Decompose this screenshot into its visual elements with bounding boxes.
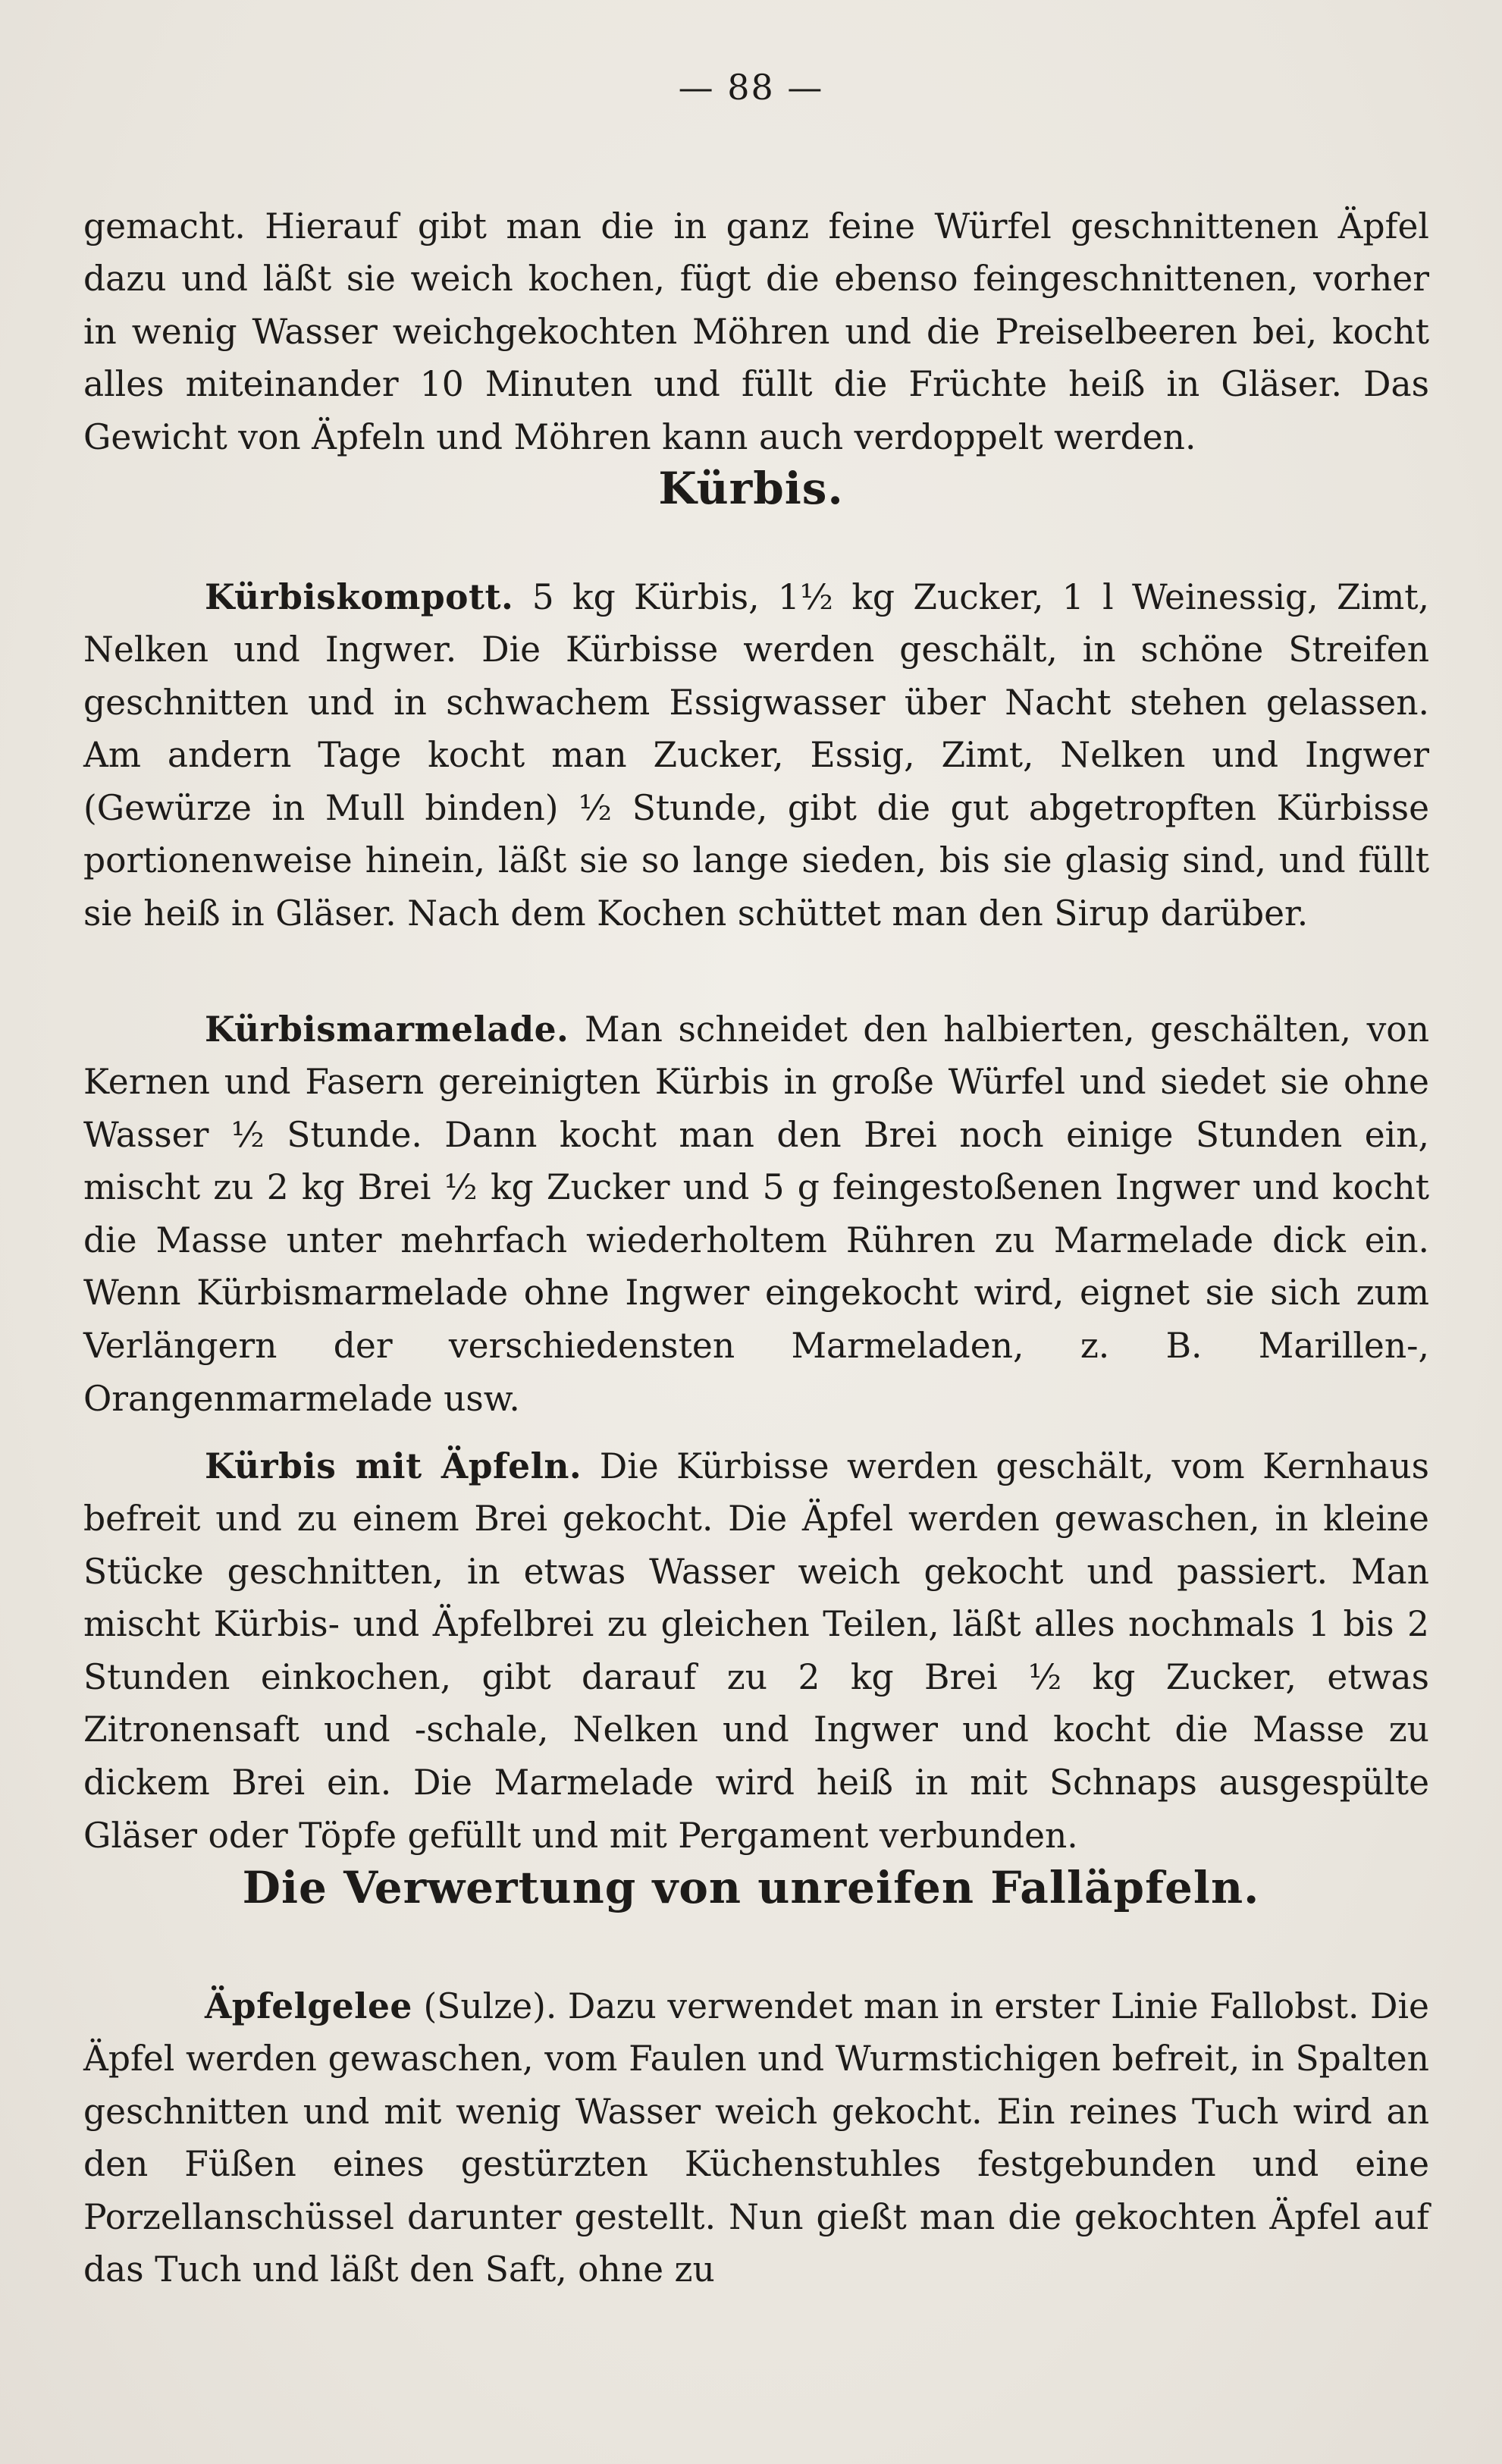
paragraph-kuerbis-mit-aepfeln	[83, 1440, 1429, 1863]
recipe-text-kuerbiskompott: 5 kg Kürbis, 1½ kg Zucker, 1 l Weinessig, Zimt, Nelken und Ingwer. Die Kürbisse werden geschält, in schöne Streifen geschnitten und in schwachem Essigwasser über Nacht stehen gelassen. Am andern Tage kocht man Zucker, Essig, Zimt, Nelken und Ingwer (Gewürze in Mull binden) ½ Stunde, gibt die gut abgetropften Kürbisse portionenweise hinein, läßt sie so lange sieden, bis sie glasig sind, und füllt sie heiß in Gläser. Nach dem Kochen schüttet man den Sirup darüber.	[83, 576, 1429, 934]
section-heading-kuerbis: Kürbis.	[658, 463, 844, 514]
recipe-title-kuerbis-mit-aepfeln: Kürbis mit Äpfeln.	[205, 1445, 582, 1486]
paragraph-kuerbismarmelade	[83, 1003, 1429, 1426]
recipe-text-kuerbis-mit-aepfeln: Die Kürbisse werden geschält, vom Kernhaus befreit und zu einem Brei gekocht. Die Äpfel werden gewaschen, in kleine Stücke geschnitten, in etwas Wasser weich gekocht und passiert. Man mischt Kürbis- und Äpfelbrei zu gleichen Teilen, läßt alles nochmals 1 bis 2 Stunden einkochen, gibt darauf zu 2 kg Brei ½ kg Zucker, etwas Zitronensaft und -schale, Nelken und Ingwer und kocht die Masse zu dickem Brei ein. Die Marmelade wird heiß in mit Schnaps ausgespülte Gläser oder Töpfe gefüllt und mit Pergament verbunden.	[83, 1445, 1429, 1856]
paragraph-aepfelgelee	[83, 1980, 1429, 2297]
recipe-title-kuerbiskompott: Kürbiskompott.	[205, 576, 514, 617]
recipe-title-kuerbismarmelade: Kürbismarmelade.	[205, 1008, 569, 1050]
paragraph-kuerbiskompott	[83, 571, 1429, 940]
section-heading-fallaepfel: Die Verwertung von unreifen Falläpfeln.	[242, 1862, 1260, 1913]
recipe-title-aepfelgelee: Äpfelgelee	[205, 1985, 412, 2026]
recipe-text-kuerbismarmelade: Man schneidet den halbierten, geschälten, von Kernen und Fasern gereinigten Kürbis in große Würfel und siedet sie ohne Wasser ½ Stunde. Dann kocht man den Brei noch einige Stunden ein, mischt zu 2 kg Brei ½ kg Zucker und 5 g feingestoßenen Ingwer und kocht die Masse unter mehrfach wiederholtem Rühren zu Marmelade dick ein. Wenn Kürbismarmelade ohne Ingwer eingekocht wird, eignet sie sich zum Verlängern der verschiedensten Marmeladen, z. B. Marillen-, Orangenmarmelade usw.	[83, 1009, 1429, 1419]
recipe-text-aepfelgelee: (Sulze). Dazu verwendet man in erster Linie Fallobst. Die Äpfel werden gewaschen, vom Faulen und Wurmstichigen befreit, in Spalten geschnitten und mit wenig Wasser weich gekocht. Ein reines Tuch wird an den Füßen eines gestürzten Küchenstuhles festgebunden und eine Porzellanschüssel darunter gestellt. Nun gießt man die gekochten Äpfel auf das Tuch und läßt den Saft, ohne zu	[83, 1985, 1429, 2290]
paragraph-intro: gemacht. Hierauf gibt man die in ganz feine Würfel geschnittenen Äpfel dazu und läßt sie weich kochen, fügt die ebenso feingeschnittenen, vorher in wenig Wasser weichgekochten Möhren und die Preiselbeeren bei, kocht alles miteinander 10 Minuten und füllt die Früchte heiß in Gläser. Das Gewicht von Äpfeln und Möhren kann auch verdoppelt werden.	[83, 206, 1429, 457]
page-number: — 88 —	[678, 67, 824, 108]
